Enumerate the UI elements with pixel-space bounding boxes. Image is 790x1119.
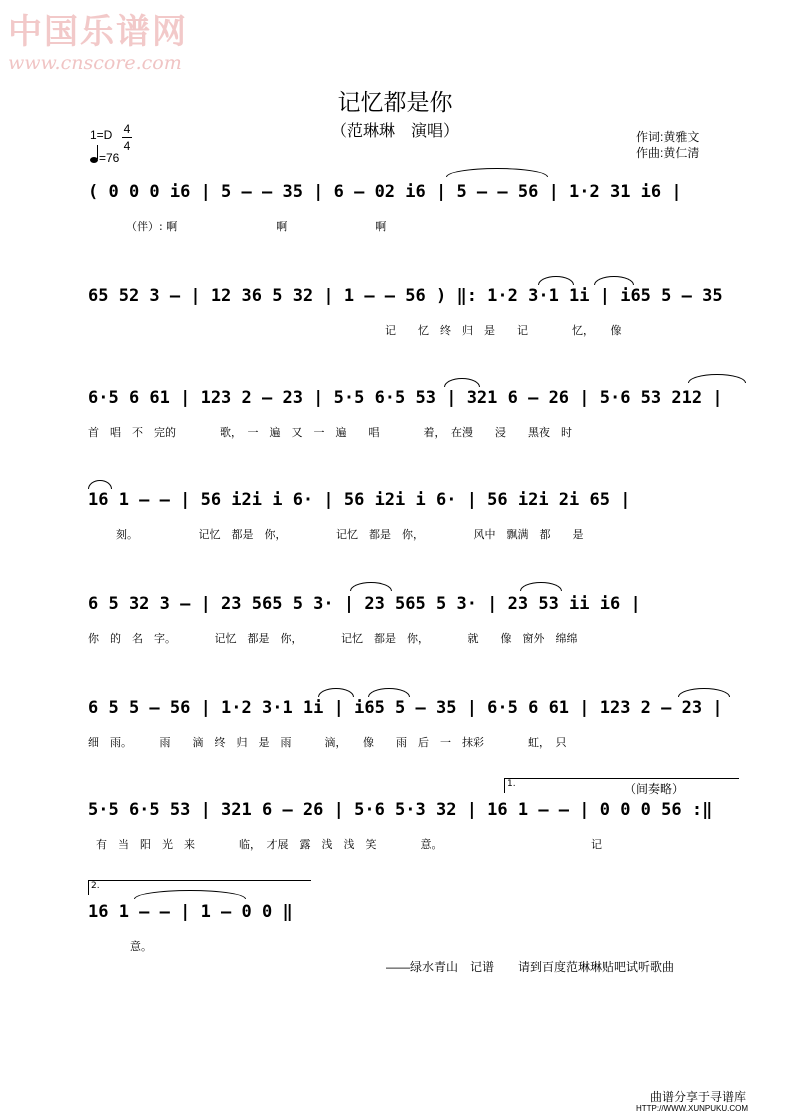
notation-line: 6·5 6 61 | 123 2 – 23 | 5·5 6·5 53 | 321 6 – 26 | 5·6 53 212 |: [88, 388, 723, 408]
performer-subtitle: （范琳琳 演唱）: [330, 121, 459, 140]
watermark-url: www.cnscore.com: [8, 52, 182, 74]
notation-line: 65 52 3 – | 12 36 5 32 | 1 – – 56 ) ‖: 1·2 3·1 1i | i65 5 – 35: [88, 286, 723, 306]
lyric-line: 首 唱 不 完的 歌， 一 遍 又 一 遍 唱 着， 在漫 浸 黑夜 时: [88, 426, 572, 439]
notation-line: 6 5 5 – 56 | 1·2 3·1 1i | i65 5 – 35 | 6·5 6 61 | 123 2 – 23 |: [88, 698, 723, 718]
notation-line: 5·5 6·5 53 | 321 6 – 26 | 5·6 5·3 32 | 16 1 – – | 0 0 0 56 :‖: [88, 800, 713, 820]
key-signature: 1=D: [90, 128, 113, 142]
footer-site-label: 曲谱分享于寻谱库: [650, 1090, 747, 1104]
lyric-line: 有 当 阳 光 来 临， 才展 露 浅 浅 笑 意。 记: [96, 838, 602, 851]
lyric-line: 记 忆 终 归 是 记 忆， 像: [88, 324, 622, 337]
lyricist-credit: 作词:黄雅文: [636, 130, 700, 144]
tempo-marking: [90, 148, 119, 165]
time-signature: [122, 121, 132, 154]
watermark-logo: 中国乐谱网: [8, 12, 188, 52]
time-top: 4: [123, 122, 131, 136]
lyric-line: 你 的 名 字。 记忆 都是 你， 记忆 都是 你， 就 像 窗外 绵绵: [88, 632, 578, 645]
interlude-note: （间奏略）: [624, 782, 685, 796]
page-title: 记忆都是你: [337, 90, 453, 116]
lyric-line: （伴）: 啊 啊 啊: [126, 220, 387, 233]
volta-1: 1.: [504, 778, 739, 793]
notation-line: ( 0 0 0 i6 | 5 – – 35 | 6 – 02 i6 | 5 – – 56 | 1·2 31 i6 |: [88, 182, 682, 202]
composer-credit: 作曲:黄仁清: [636, 146, 700, 160]
tempo-value: =76: [99, 151, 120, 165]
time-bottom: 4: [123, 139, 131, 153]
footer-site-url: HTTP://WWW.XUNPUKU.COM: [636, 1104, 748, 1113]
lyric-line: 细 雨。 雨 滴 终 归 是 雨 滴， 像 雨 后 一 抹彩 虹， 只: [88, 736, 567, 749]
notation-line: 6 5 32 3 – | 23 565 5 3· | 23 565 5 3· | 23 53 ii i6 |: [88, 594, 641, 614]
volta-2: 2.: [88, 880, 311, 895]
notation-line: 16 1 – – | 1 – 0 0 ‖: [88, 902, 293, 922]
transcriber-note: ——绿水青山 记谱 请到百度范琳琳贴吧试听歌曲: [386, 960, 675, 974]
lyric-line: 意。: [130, 940, 152, 953]
notation-line: 16 1 – – | 56 i2i i 6· | 56 i2i i 6· | 56 i2i 2i 65 |: [88, 490, 631, 510]
lyric-line: 刻。 记忆 都是 你， 记忆 都是 你， 风中 飘满 都 是: [116, 528, 584, 541]
